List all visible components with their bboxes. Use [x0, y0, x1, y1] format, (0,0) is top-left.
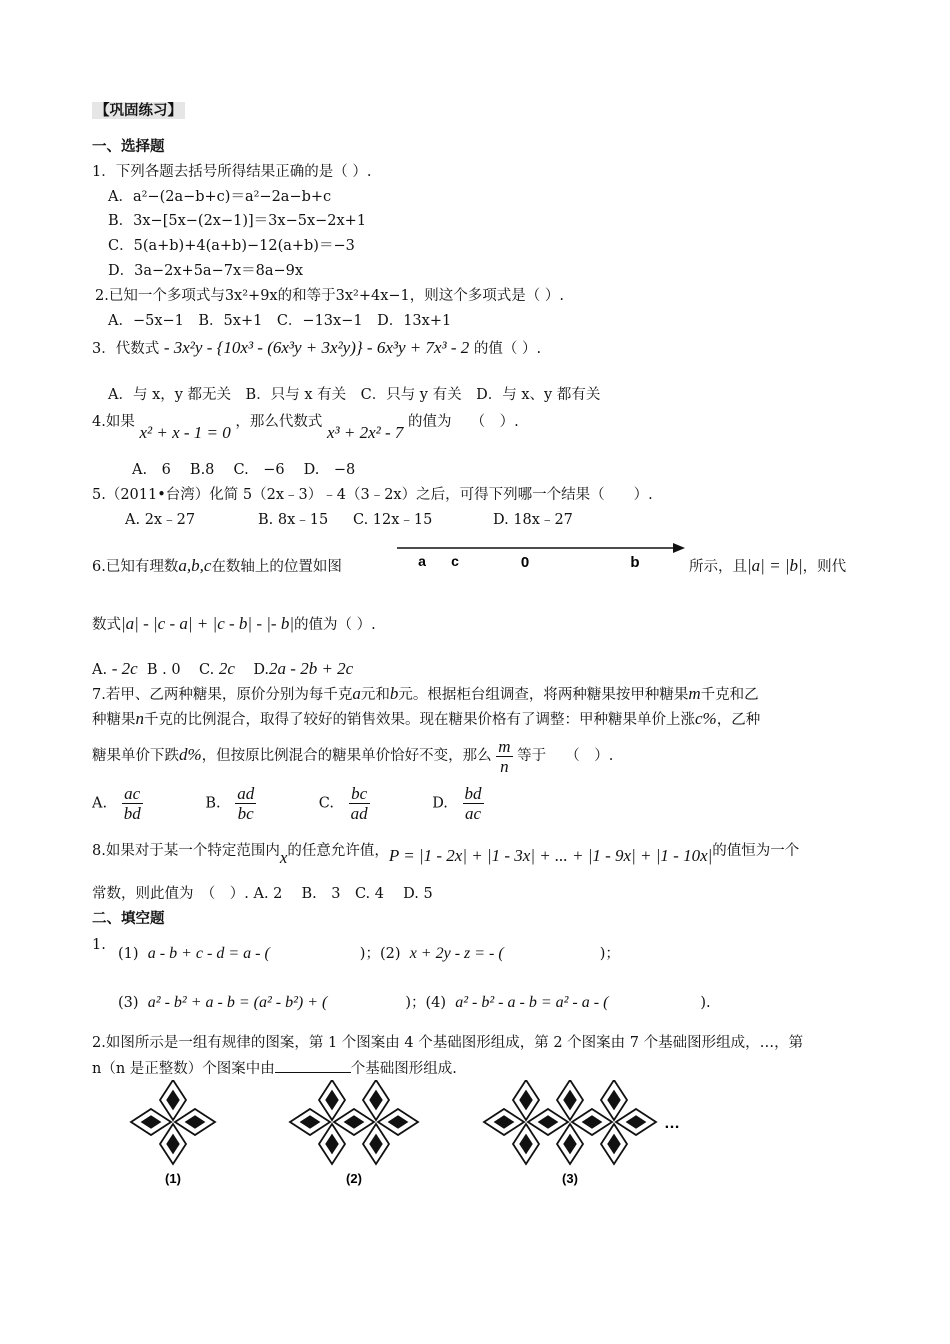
q3-options: A．与 x，y 都无关 B．只与 x 有关 C．只与 y 有关 D．与 x、y 都有关 — [108, 387, 601, 403]
q3-expression: - 3x²y - {10x³ - (6x³y + 3x²y)} - 6x³y + 7x³ - 2 — [163, 338, 470, 357]
q1-option-d: D．3a−2x+5a−7x＝8a−9x — [108, 263, 304, 279]
q7-option-c-fraction: $\frac{bc}{ad}$ — [350, 784, 368, 823]
axis-label-c: c — [451, 553, 459, 569]
q2-options: A．−5x−1 B．5x+1 C．−13x−1 D．13x+1 — [108, 313, 452, 329]
part2-title: 二、填空题 — [92, 910, 165, 927]
q1-option-c: C．5(a+b)+4(a+b)−12(a+b)＝−3 — [108, 238, 355, 254]
q7-options: A. $\frac{ac}{bd}$ B. $\frac{ad}{bc}$ C. $\frac{bc}{ad}$ D. $\frac{bd}{ac}$ — [92, 784, 482, 823]
q8-line1: 8.如果对于某一个特定范围内x的任意允许值，P = |1 - 2x| + |1 - 3x| + ... + |1 - 9x| + |1 - 10x|的值恒为一个 — [92, 843, 800, 867]
pattern-ellipsis: … — [664, 1115, 680, 1132]
q7-line2: 种糖果n千克的比例混合，取得了较好的销售效果。现在糖果价格有了调整：甲种糖果单价上涨c%，乙种 — [92, 709, 761, 728]
q7-option-d-fraction: $\frac{bd}{ac}$ — [464, 784, 482, 823]
figure-label-3: (3) — [562, 1171, 578, 1186]
q4-stem: 4.如果 x² + x - 1 = 0 ，那么代数式 x³ + 2x² - 7 的值为 （ ）. — [92, 414, 519, 442]
q7-line1: 7.若甲、乙两种糖果，原价分别为每千克a元和b元。根据柜台组调查，将两种糖果按甲种糖果m千克和乙 — [92, 684, 759, 703]
q2-stem: 2.已知一个多项式与3x²+9x的和等于3x²+4x−1，则这个多项式是（ ）. — [95, 288, 564, 304]
q4-options: A. 6 B.8 C. −6 D. −8 — [132, 462, 356, 478]
q6-stem-b: 所示，且|a| = |b|，则代 — [689, 556, 847, 575]
f1-row1: (1) a - b + c - d = a - ( )；(2) x + 2y - z = - ( )； — [118, 945, 620, 962]
q4-expression: x³ + 2x² - 7 — [326, 423, 404, 442]
q6-expression: |a| - |c - a| + |c - b| - |- b| — [121, 614, 295, 633]
q1-stem: 1．下列各题去括号所得结果正确的是（ ）. — [92, 164, 372, 180]
figure-label-1: (1) — [165, 1171, 181, 1186]
q8-expression: P = |1 - 2x| + |1 - 3x| + ... + |1 - 9x| + |1 - 10x| — [388, 846, 713, 865]
q3-stem: 3．代数式 - 3x²y - {10x³ - (6x³y + 3x²y)} - 6x³y + 7x³ - 2 的值（ ）. — [92, 338, 542, 357]
pattern-group — [131, 1080, 656, 1164]
q1-option-b: B．3x−[5x−(2x−1)]＝3x−5x−2x+1 — [108, 213, 367, 229]
q7-fraction-m-over-n: $\frac{m}{n}$ — [498, 736, 511, 776]
q5-option-b: B. 8x﹣15 — [258, 512, 329, 528]
pattern-figures — [120, 1080, 700, 1190]
figure-label-2: (2) — [346, 1171, 362, 1186]
answer-blank[interactable] — [275, 1058, 351, 1073]
q4-equation: x² + x - 1 = 0 — [139, 423, 231, 442]
q6-options: A. - 2c B . 0 C. 2c D.2a - 2b + 2c — [92, 659, 354, 678]
section-title: 【巩固练习】 — [92, 101, 185, 121]
f2-line1: 2.如图所示是一组有规律的图案，第 1 个图案由 4 个基础图形组成，第 2 个图案由 7 个基础图形组成，…，第 — [92, 1035, 804, 1051]
axis-label-a: a — [418, 553, 426, 569]
q7-option-a-fraction: $\frac{ac}{bd}$ — [123, 784, 141, 823]
q7-line3: 糖果单价下跌d%，但按原比例混合的糖果单价恰好不变，那么 $\frac{m}{n}$ 等于 （ ）. — [92, 736, 614, 776]
q5-stem: 5.（2011•台湾）化简 5（2x﹣3）﹣4（3﹣2x）之后，可得下列哪一个结果（ ）. — [92, 487, 653, 503]
axis-label-zero: 0 — [520, 554, 530, 571]
number-line — [395, 540, 687, 572]
f2-line2: n（n 是正整数）个图案中由 个基础图形组成. — [92, 1058, 457, 1079]
part1-title: 一、选择题 — [92, 138, 165, 155]
f1-row2: (3) a² - b² + a - b = (a² - b²) + ( )；(4) a² - b² - a - b = a² - a - ( ). — [118, 994, 711, 1011]
q1-option-a: A．a²−(2a−b+c)＝a²−2a−b+c — [108, 189, 332, 205]
axis-label-b: b — [630, 554, 640, 571]
f1-number: 1. — [92, 937, 106, 953]
q5-option-d: D. 18x﹣27 — [493, 512, 573, 528]
q7-option-b-fraction: $\frac{ad}{bc}$ — [237, 784, 255, 823]
q5-option-c: C. 12x﹣15 — [353, 512, 433, 528]
q6-stem-a: 6.已知有理数a,b,c在数轴上的位置如图 — [92, 556, 342, 575]
q5-option-a: A. 2x﹣27 — [125, 512, 196, 528]
q8-line2: 常数，则此值为 （ ）. A. 2 B. 3 C. 4 D. 5 — [92, 886, 433, 902]
q6-stem-c: 数式|a| - |c - a| + |c - b| - |- b|的值为（ ）. — [92, 614, 376, 633]
